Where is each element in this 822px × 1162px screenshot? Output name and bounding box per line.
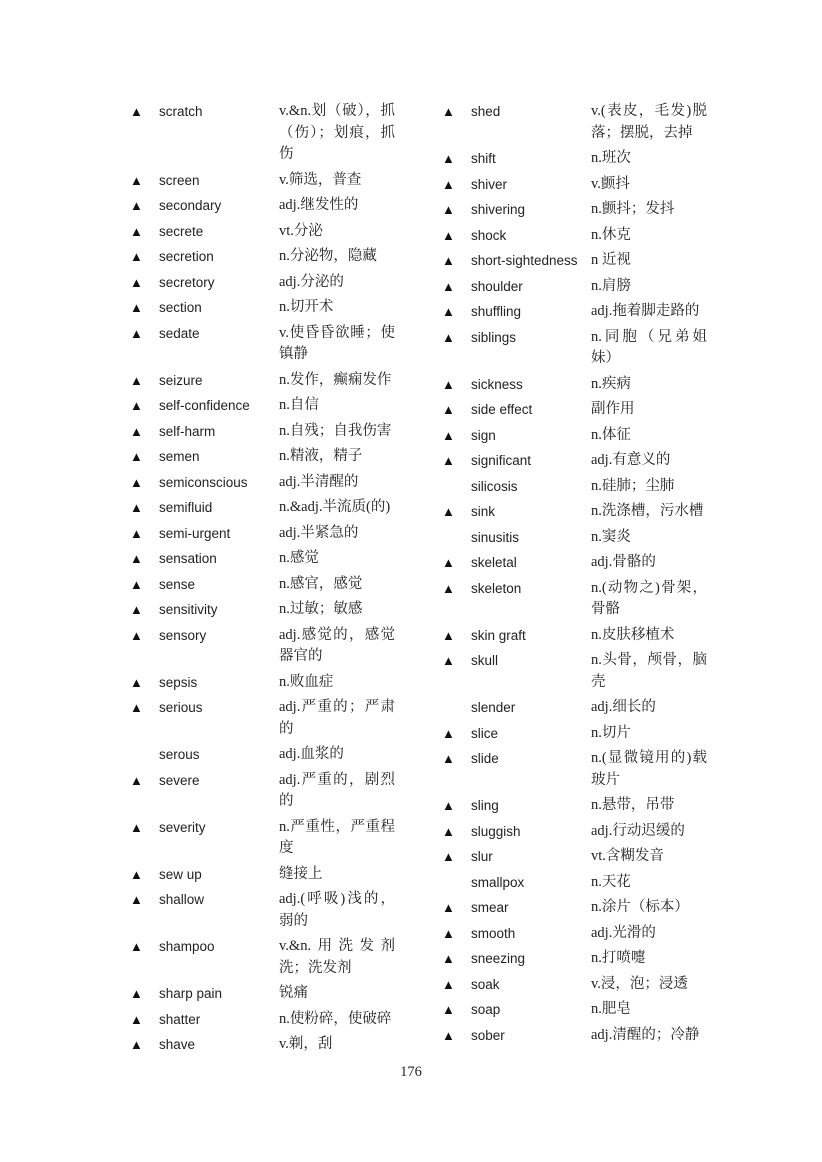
glossary-entry: [130, 523, 405, 545]
entry-definition: n.涂片（标本）: [591, 899, 689, 915]
entry-definition: n.败血症: [279, 673, 334, 690]
entry-term: screen: [159, 172, 200, 188]
entry-term: semi-urgent: [159, 525, 231, 541]
triangle-marker-icon: ▲: [442, 976, 455, 992]
triangle-marker-icon: ▲: [442, 951, 455, 966]
entry-term: secretion: [159, 249, 214, 264]
glossary-entry: [130, 983, 405, 1005]
entry-term: sink: [471, 504, 496, 519]
entry-definition: n.肩膀: [591, 277, 631, 294]
entry-term: severity: [159, 819, 206, 835]
glossary-entry: [442, 552, 710, 574]
entry-term: smooth: [471, 925, 516, 941]
triangle-marker-icon: ▲: [442, 453, 455, 468]
entry-term: serious: [159, 700, 203, 715]
triangle-marker-icon: ▲: [442, 202, 455, 217]
glossary-entry: [442, 327, 710, 370]
triangle-marker-icon: ▲: [130, 700, 143, 715]
triangle-marker-icon: ▲: [130, 674, 143, 690]
triangle-marker-icon: ▲: [130, 772, 143, 788]
entry-term: sensitivity: [159, 602, 218, 617]
entry-term: sickness: [471, 376, 523, 392]
triangle-marker-icon: ▲: [442, 402, 455, 417]
entry-term: semen: [159, 449, 200, 464]
entry-definition: n.疾病: [591, 375, 631, 392]
entry-definition: 缝接上: [279, 865, 323, 882]
triangle-marker-icon: ▲: [130, 866, 143, 882]
triangle-marker-icon: ▲: [442, 627, 455, 643]
entry-definition: n.切片: [591, 724, 631, 741]
glossary-entry: [130, 195, 405, 217]
entry-term: side effect: [471, 402, 533, 417]
glossary-entry: [442, 948, 710, 970]
glossary-entry: [130, 446, 405, 468]
entry-definition: adj.骨骼的: [591, 554, 656, 570]
entry-term: secrete: [159, 223, 204, 239]
triangle-marker-icon: ▲: [442, 900, 455, 915]
triangle-marker-icon: ▲: [442, 1002, 455, 1017]
entry-definition: adj.严重的；严肃的: [279, 699, 395, 737]
entry-term: seizure: [159, 372, 203, 388]
glossary-entry: [130, 101, 405, 166]
entry-definition: n.硅肺；尘肺: [591, 477, 675, 494]
glossary-entry: [130, 574, 405, 596]
entry-term: slur: [471, 849, 493, 864]
entry-term: skull: [471, 653, 499, 668]
entry-term: sling: [471, 798, 499, 813]
glossary-entry: [130, 770, 405, 813]
glossary-entry: [130, 672, 405, 694]
glossary-entry: [130, 472, 405, 494]
entry-term: sepsis: [159, 674, 198, 690]
entry-definition: n.悬带，吊带: [591, 797, 675, 813]
glossary-entry: [442, 225, 710, 247]
glossary-entry: [130, 395, 405, 417]
entry-term: skin graft: [471, 627, 526, 643]
triangle-marker-icon: ▲: [442, 278, 455, 294]
entry-definition: 锐痛: [279, 985, 308, 1001]
entry-term: skeleton: [471, 580, 522, 596]
glossary-entry: [442, 250, 710, 272]
entry-definition: adj.清醒的；冷静: [591, 1026, 700, 1043]
triangle-marker-icon: ▲: [442, 653, 455, 668]
entry-definition: n.过敏；敏感: [279, 601, 363, 617]
triangle-marker-icon: ▲: [130, 198, 143, 213]
glossary-entry: [442, 999, 710, 1021]
glossary-entry: [130, 599, 405, 621]
triangle-marker-icon: ▲: [130, 398, 143, 413]
glossary-entry: [442, 821, 710, 843]
triangle-marker-icon: ▲: [130, 104, 143, 119]
entry-definition: n.体征: [591, 426, 631, 443]
triangle-marker-icon: ▲: [130, 372, 143, 388]
entry-definition: v.颤抖: [591, 175, 630, 192]
triangle-marker-icon: ▲: [442, 176, 455, 192]
entry-definition: n.切开术: [279, 299, 334, 315]
glossary-entry: [130, 1034, 405, 1056]
triangle-marker-icon: ▲: [130, 474, 143, 490]
triangle-marker-icon: ▲: [442, 925, 455, 941]
glossary-entry: [442, 374, 710, 396]
triangle-marker-icon: ▲: [442, 253, 455, 268]
entry-definition: v.筛选，普查: [279, 171, 362, 188]
entry-definition: n.自信: [279, 397, 319, 413]
entry-definition: n.使粉碎，使破碎: [279, 1010, 392, 1027]
entry-term: shed: [471, 104, 501, 119]
entry-definition: n.头骨，颅骨，脑壳: [591, 652, 707, 690]
entry-term: semifluid: [159, 500, 213, 515]
entry-definition: 副作用: [591, 401, 635, 417]
entry-term: smallpox: [471, 874, 525, 890]
entry-term: section: [159, 300, 202, 315]
glossary-entry: [442, 897, 710, 919]
triangle-marker-icon: ▲: [442, 555, 455, 570]
glossary-entry: [130, 370, 405, 392]
entry-term: soap: [471, 1002, 501, 1017]
entry-term: sober: [471, 1027, 505, 1043]
glossary-entry: [442, 527, 710, 549]
entry-definition: adj.感觉的，感觉器官的: [279, 626, 395, 664]
glossary-entry: [130, 548, 405, 570]
triangle-marker-icon: ▲: [442, 304, 455, 319]
left-column: [130, 101, 405, 1060]
glossary-entry: [130, 817, 405, 860]
entry-term: silicosis: [471, 478, 518, 494]
glossary-entry: [130, 221, 405, 243]
glossary-entry: [130, 936, 405, 979]
triangle-marker-icon: ▲: [130, 249, 143, 264]
entry-term: sneezing: [471, 951, 526, 966]
entry-definition: n.分泌物，隐藏: [279, 248, 377, 264]
triangle-marker-icon: ▲: [130, 325, 143, 341]
glossary-entry: [442, 578, 710, 621]
right-column: [442, 101, 710, 1050]
entry-term: sinusitis: [471, 529, 520, 545]
glossary-entry: [442, 450, 710, 472]
entry-definition: adj.血浆的: [279, 746, 344, 762]
glossary-entry: [130, 497, 405, 519]
triangle-marker-icon: ▲: [130, 525, 143, 541]
entry-term: sew up: [159, 866, 202, 882]
glossary-entry: [442, 301, 710, 323]
entry-definition: v.&n.划（破），抓（伤）；划痕，抓伤: [279, 103, 395, 162]
triangle-marker-icon: ▲: [442, 151, 455, 166]
entry-definition: n.&adj.半流质(的): [279, 499, 391, 515]
entry-definition: adj.行动迟缓的: [591, 822, 685, 839]
glossary-entry: [130, 421, 405, 443]
entry-definition: v.浸，泡；浸透: [591, 975, 688, 992]
entry-term: shivering: [471, 202, 526, 217]
entry-term: shatter: [159, 1011, 201, 1027]
entry-term: shock: [471, 227, 507, 243]
entry-definition: n.发作，癫痫发作: [279, 371, 392, 388]
entry-term: semiconscious: [159, 474, 248, 490]
entry-definition: adj.分泌的: [279, 273, 344, 290]
triangle-marker-icon: ▲: [442, 823, 455, 839]
triangle-marker-icon: ▲: [130, 274, 143, 290]
triangle-marker-icon: ▲: [442, 376, 455, 392]
entry-term: secretory: [159, 274, 215, 290]
entry-definition: n.班次: [591, 150, 631, 166]
entry-definition: adj.拖着脚走路的: [591, 303, 700, 319]
entry-term: sign: [471, 427, 496, 443]
glossary-entry: [442, 276, 710, 298]
entry-definition: adj.半紧急的: [279, 524, 359, 541]
entry-definition: adj.光滑的: [591, 924, 656, 941]
entry-definition: n.感官，感觉: [279, 575, 363, 592]
entry-definition: adj.(呼吸)浅的，弱的: [279, 891, 395, 929]
glossary-entry: [130, 170, 405, 192]
glossary-entry: [130, 323, 405, 366]
glossary-entry: [130, 246, 405, 268]
glossary-entry: [442, 425, 710, 447]
glossary-entry: [442, 1025, 710, 1047]
entry-term: sensation: [159, 551, 217, 566]
glossary-entry: [442, 199, 710, 221]
triangle-marker-icon: ▲: [130, 1037, 143, 1052]
glossary-entry: [442, 476, 710, 498]
triangle-marker-icon: ▲: [442, 227, 455, 243]
entry-term: self-harm: [159, 423, 216, 439]
glossary-entry: [130, 864, 405, 886]
triangle-marker-icon: ▲: [442, 580, 455, 596]
entry-term: short-sightedness: [471, 253, 578, 268]
entry-term: self-confidence: [159, 398, 250, 413]
entry-term: severe: [159, 772, 200, 788]
entry-definition: adj.细长的: [591, 699, 656, 715]
entry-term: siblings: [471, 329, 517, 345]
glossary-entry: [442, 501, 710, 523]
entry-definition: n.洗涤槽，污水槽: [591, 503, 704, 519]
entry-definition: n.肥皂: [591, 1001, 631, 1017]
entry-term: slender: [471, 700, 516, 715]
triangle-marker-icon: ▲: [130, 576, 143, 592]
triangle-marker-icon: ▲: [130, 986, 143, 1001]
entry-term: smear: [471, 900, 509, 915]
entry-definition: v.剃，刮: [279, 1036, 333, 1052]
entry-definition: n.严重性，严重程度: [279, 818, 395, 856]
triangle-marker-icon: ▲: [442, 504, 455, 519]
triangle-marker-icon: ▲: [130, 449, 143, 464]
glossary-entry: [130, 697, 405, 740]
triangle-marker-icon: ▲: [442, 751, 455, 766]
glossary-entry: [130, 625, 405, 668]
glossary-entry: [442, 923, 710, 945]
glossary-entry: [442, 748, 710, 791]
entry-term: shuffling: [471, 304, 522, 319]
triangle-marker-icon: ▲: [130, 423, 143, 439]
triangle-marker-icon: ▲: [130, 939, 143, 954]
glossary-entry: [130, 744, 405, 766]
triangle-marker-icon: ▲: [442, 104, 455, 119]
entry-term: slice: [471, 725, 499, 741]
glossary-entry: [442, 399, 710, 421]
glossary-entry: [442, 650, 710, 693]
entry-definition: n.颤抖；发抖: [591, 201, 675, 217]
entry-term: scratch: [159, 104, 203, 119]
entry-definition: n.精液，精子: [279, 448, 363, 464]
entry-term: skeletal: [471, 555, 517, 570]
glossary-entry: [442, 101, 710, 144]
triangle-marker-icon: ▲: [130, 819, 143, 835]
entry-definition: adj.继发性的: [279, 197, 359, 213]
entry-definition: n.自残；自我伤害: [279, 422, 392, 439]
entry-term: shift: [471, 151, 496, 166]
entry-definition: n.休克: [591, 226, 631, 243]
entry-definition: n 近视: [591, 252, 631, 268]
entry-definition: vt.含糊发音: [591, 848, 664, 864]
entry-definition: n.感觉: [279, 550, 319, 566]
entry-definition: n.窦炎: [591, 528, 631, 545]
triangle-marker-icon: ▲: [442, 1027, 455, 1043]
entry-term: shallow: [159, 892, 205, 907]
entry-definition: n.皮肤移植术: [591, 626, 675, 643]
entry-term: shiver: [471, 176, 508, 192]
glossary-entry: [442, 974, 710, 996]
entry-term: shoulder: [471, 278, 523, 294]
glossary-entry: [442, 795, 710, 817]
triangle-marker-icon: ▲: [442, 329, 455, 345]
entry-definition: n.(动物之)骨架，骨骼: [591, 579, 707, 617]
entry-term: shave: [159, 1037, 196, 1052]
triangle-marker-icon: ▲: [130, 551, 143, 566]
entry-definition: adj.有意义的: [591, 452, 671, 468]
entry-definition: n.打喷嚏: [591, 950, 646, 966]
entry-term: serous: [159, 747, 200, 762]
entry-term: secondary: [159, 198, 222, 213]
triangle-marker-icon: ▲: [130, 223, 143, 239]
entry-term: shampoo: [159, 939, 215, 954]
glossary-entry: [442, 872, 710, 894]
triangle-marker-icon: ▲: [130, 172, 143, 188]
entry-term: sluggish: [471, 823, 521, 839]
entry-term: sharp pain: [159, 986, 223, 1001]
entry-definition: n.(显微镜用的)载玻片: [591, 750, 707, 788]
entry-definition: n.同胞（兄弟姐妹）: [591, 328, 707, 366]
glossary-entry: [130, 889, 405, 932]
glossary-entry: [130, 297, 405, 319]
entry-term: soak: [471, 976, 500, 992]
glossary-entry: [130, 272, 405, 294]
glossary-entry: [442, 723, 710, 745]
entry-term: slide: [471, 751, 499, 766]
entry-definition: n.天花: [591, 873, 631, 890]
entry-definition: v.使昏昏欲睡；使镇静: [279, 324, 395, 362]
triangle-marker-icon: ▲: [130, 627, 143, 643]
entry-term: sedate: [159, 325, 200, 341]
entry-term: sense: [159, 576, 196, 592]
triangle-marker-icon: ▲: [130, 1011, 143, 1027]
entry-term: significant: [471, 453, 532, 468]
triangle-marker-icon: ▲: [442, 427, 455, 443]
glossary-entry: [442, 174, 710, 196]
entry-definition: adj.半清醒的: [279, 473, 359, 490]
entry-definition: v.(表皮，毛发)脱落；摆脱，去掉: [591, 103, 707, 141]
entry-definition: vt.分泌: [279, 222, 323, 239]
glossary-entry: [442, 148, 710, 170]
entry-definition: adj.严重的，剧烈的: [279, 771, 395, 809]
triangle-marker-icon: ▲: [130, 892, 143, 907]
glossary-entry: [442, 846, 710, 868]
glossary-entry: [442, 625, 710, 647]
triangle-marker-icon: ▲: [130, 500, 143, 515]
page-number: 176: [400, 1064, 422, 1080]
entry-definition: v.&n.用洗发剂洗；洗发剂: [279, 938, 395, 976]
triangle-marker-icon: ▲: [442, 798, 455, 813]
triangle-marker-icon: ▲: [130, 300, 143, 315]
glossary-entry: [442, 697, 710, 719]
entry-term: sensory: [159, 627, 207, 643]
triangle-marker-icon: ▲: [442, 849, 455, 864]
triangle-marker-icon: ▲: [442, 725, 455, 741]
glossary-entry: [130, 1009, 405, 1031]
triangle-marker-icon: ▲: [130, 602, 143, 617]
